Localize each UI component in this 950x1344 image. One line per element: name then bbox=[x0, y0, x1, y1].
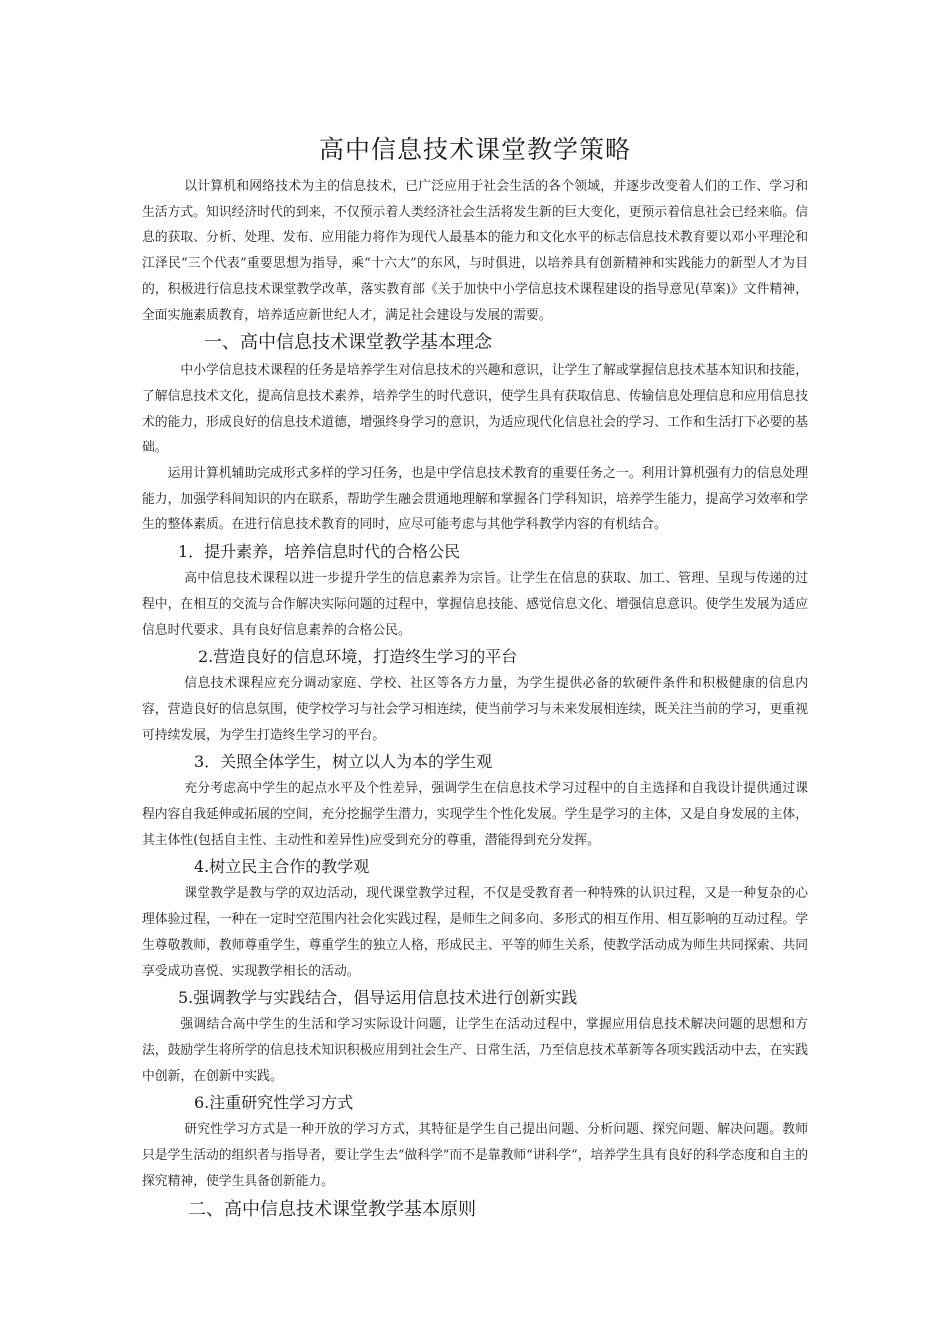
item-5-text: 强调结合高中学生的生活和学习实际设计问题，让学生在活动过程中，掌握应用信息技术解决问题的思想和方法，鼓励学生将所学的信息技术知识积极应用到社会生产、日常生活，乃至信息技术革新等各项实践活动中去，在实践中创新，在创新中实践。 bbox=[142, 1017, 808, 1084]
item-2-text: 信息技术课程应充分调动家庭、学校、社区等各方力量，为学生提供必备的软硬件条件和积极健康的信息内容，营造良好的信息氛围，使学校学习与社会学习相连续，使当前学习与未来发展相连续，既关注当前的学习，更重视可持续发展，为学生打造终生学习的平台。 bbox=[142, 676, 808, 743]
item-1-heading: 1．提升素养，培养信息时代的合格公民 bbox=[178, 542, 461, 562]
section1-paragraph-1: 中小学信息技术课程的任务是培养学生对信息技术的兴趣和意识，让学生了解或掌握信息技术基本知识和技能，了解信息技术文化，提高信息技术素养，培养学生的时代意识，使学生具有获取信息、传输信息处理信息和应用信息技术的能力，形成良好的信息技术道德，增强终身学习的意识，为适应现代化信息社会的学习、工作和生活打下必要的基础。 bbox=[142, 363, 808, 456]
item-3-text: 充分考虑高中学生的起点水平及个性差异，强调学生在信息技术学习过程中的自主选择和自我设计提供通过课程内容自我延伸或拓展的空间，充分挖掘学生潜力，实现学生个性化发展。学生是学习的主体，又是自身发展的主体，其主体性(包括自主性、主动性和差异性)应受到充分的尊重，潜能得到充分发挥。 bbox=[142, 781, 808, 848]
intro-paragraph: 以计算机和网络技术为主的信息技术，已广泛应用于社会生活的各个领域，并逐步改变着人们的工作、学习和生活方式。知识经济时代的到来，不仅预示着人类经济社会生活将发生新的巨大变化，更预示着信息社会已经来临。信息的获取、分析、处理、发布、应用能力将作为现代人最基本的能力和文化水平的标志信息技术教育要以邓小平理沦和江泽民“三个代表”重要思想为指导，乘“十六大”的东风，与时俱进，以培养具有创新精神和实践能力的新型人才为目的，积极进行信息技术课堂教学改革，落实教育部《关于加快中小学信息技术课程建设的指导意见(草案)》文件精神，全面实施素质教育，培养适应新世纪人才，满足社会建设与发展的需要。 bbox=[142, 179, 808, 323]
item-2-heading: 2.营造良好的信息环境，打造终生学习的平台 bbox=[198, 647, 518, 667]
section1-heading: 一、高中信息技术课堂教学基本理念 bbox=[204, 332, 492, 354]
item-1-text: 高中信息技术课程以进一步提升学生的信息素养为宗旨。让学生在信息的获取、加工、管理、呈现与传递的过程中，在相互的交流与合作解决实际问题的过程中，掌握信息技能、感觉信息文化、增强信息意识。使学生发展为适应信息时代要求、具有良好信息素养的合格公民。 bbox=[142, 571, 808, 638]
item-6-text: 研究性学习方式是一种开放的学习方式，其特征是学生自己提出问题、分析问题、探究问题、解决问题。教师只是学生活动的组织者与指导者，要让学生去“做科学”而不是靠教师“讲科学”，培养学生具有良好的科学态度和自主的探究精神，使学生具备创新能力。 bbox=[142, 1122, 809, 1189]
item-4-text: 课堂教学是教与学的双边活动，现代课堂教学过程，不仅是受教育者一种特殊的认识过程，又是一种复杂的心理体验过程，一种在一定时空范围内社会化实践过程，是师生之间多向、多形式的相互作用、相互影响的互动过程。学生尊敬教师，教师尊重学生，尊重学生的独立人格，形成民主、平等的师生关系，使教学活动成为师生共同探索、共同享受成功喜悦、实现教学相长的活动。 bbox=[142, 886, 808, 979]
section2-heading: 二、高中信息技术课堂教学基本原则 bbox=[188, 1198, 476, 1220]
item-3-heading: 3．关照全体学生，树立以人为本的学生观 bbox=[194, 752, 493, 772]
document-title: 高中信息技术课堂教学策略 bbox=[318, 135, 631, 164]
document-page bbox=[142, 126, 808, 1225]
item-5-heading: 5.强调教学与实践结合，倡导运用信息技术进行创新实践 bbox=[178, 988, 578, 1008]
item-4-heading: 4.树立民主合作的教学观 bbox=[194, 857, 370, 877]
item-6-heading: 6.注重研究性学习方式 bbox=[194, 1093, 354, 1113]
section1-paragraph-2: 运用计算机辅助完成形式多样的学习任务，也是中学信息技术教育的重要任务之一。利用计算机强有力的信息处理能力，加强学科间知识的内在联系，帮助学生融会贯通地理解和掌握各门学科知识，培养学生能力，提高学习效率和学生的整体素质。在进行信息技术教育的同时，应尽可能考虑与其他学科教学内容的有机结合。 bbox=[142, 466, 808, 533]
